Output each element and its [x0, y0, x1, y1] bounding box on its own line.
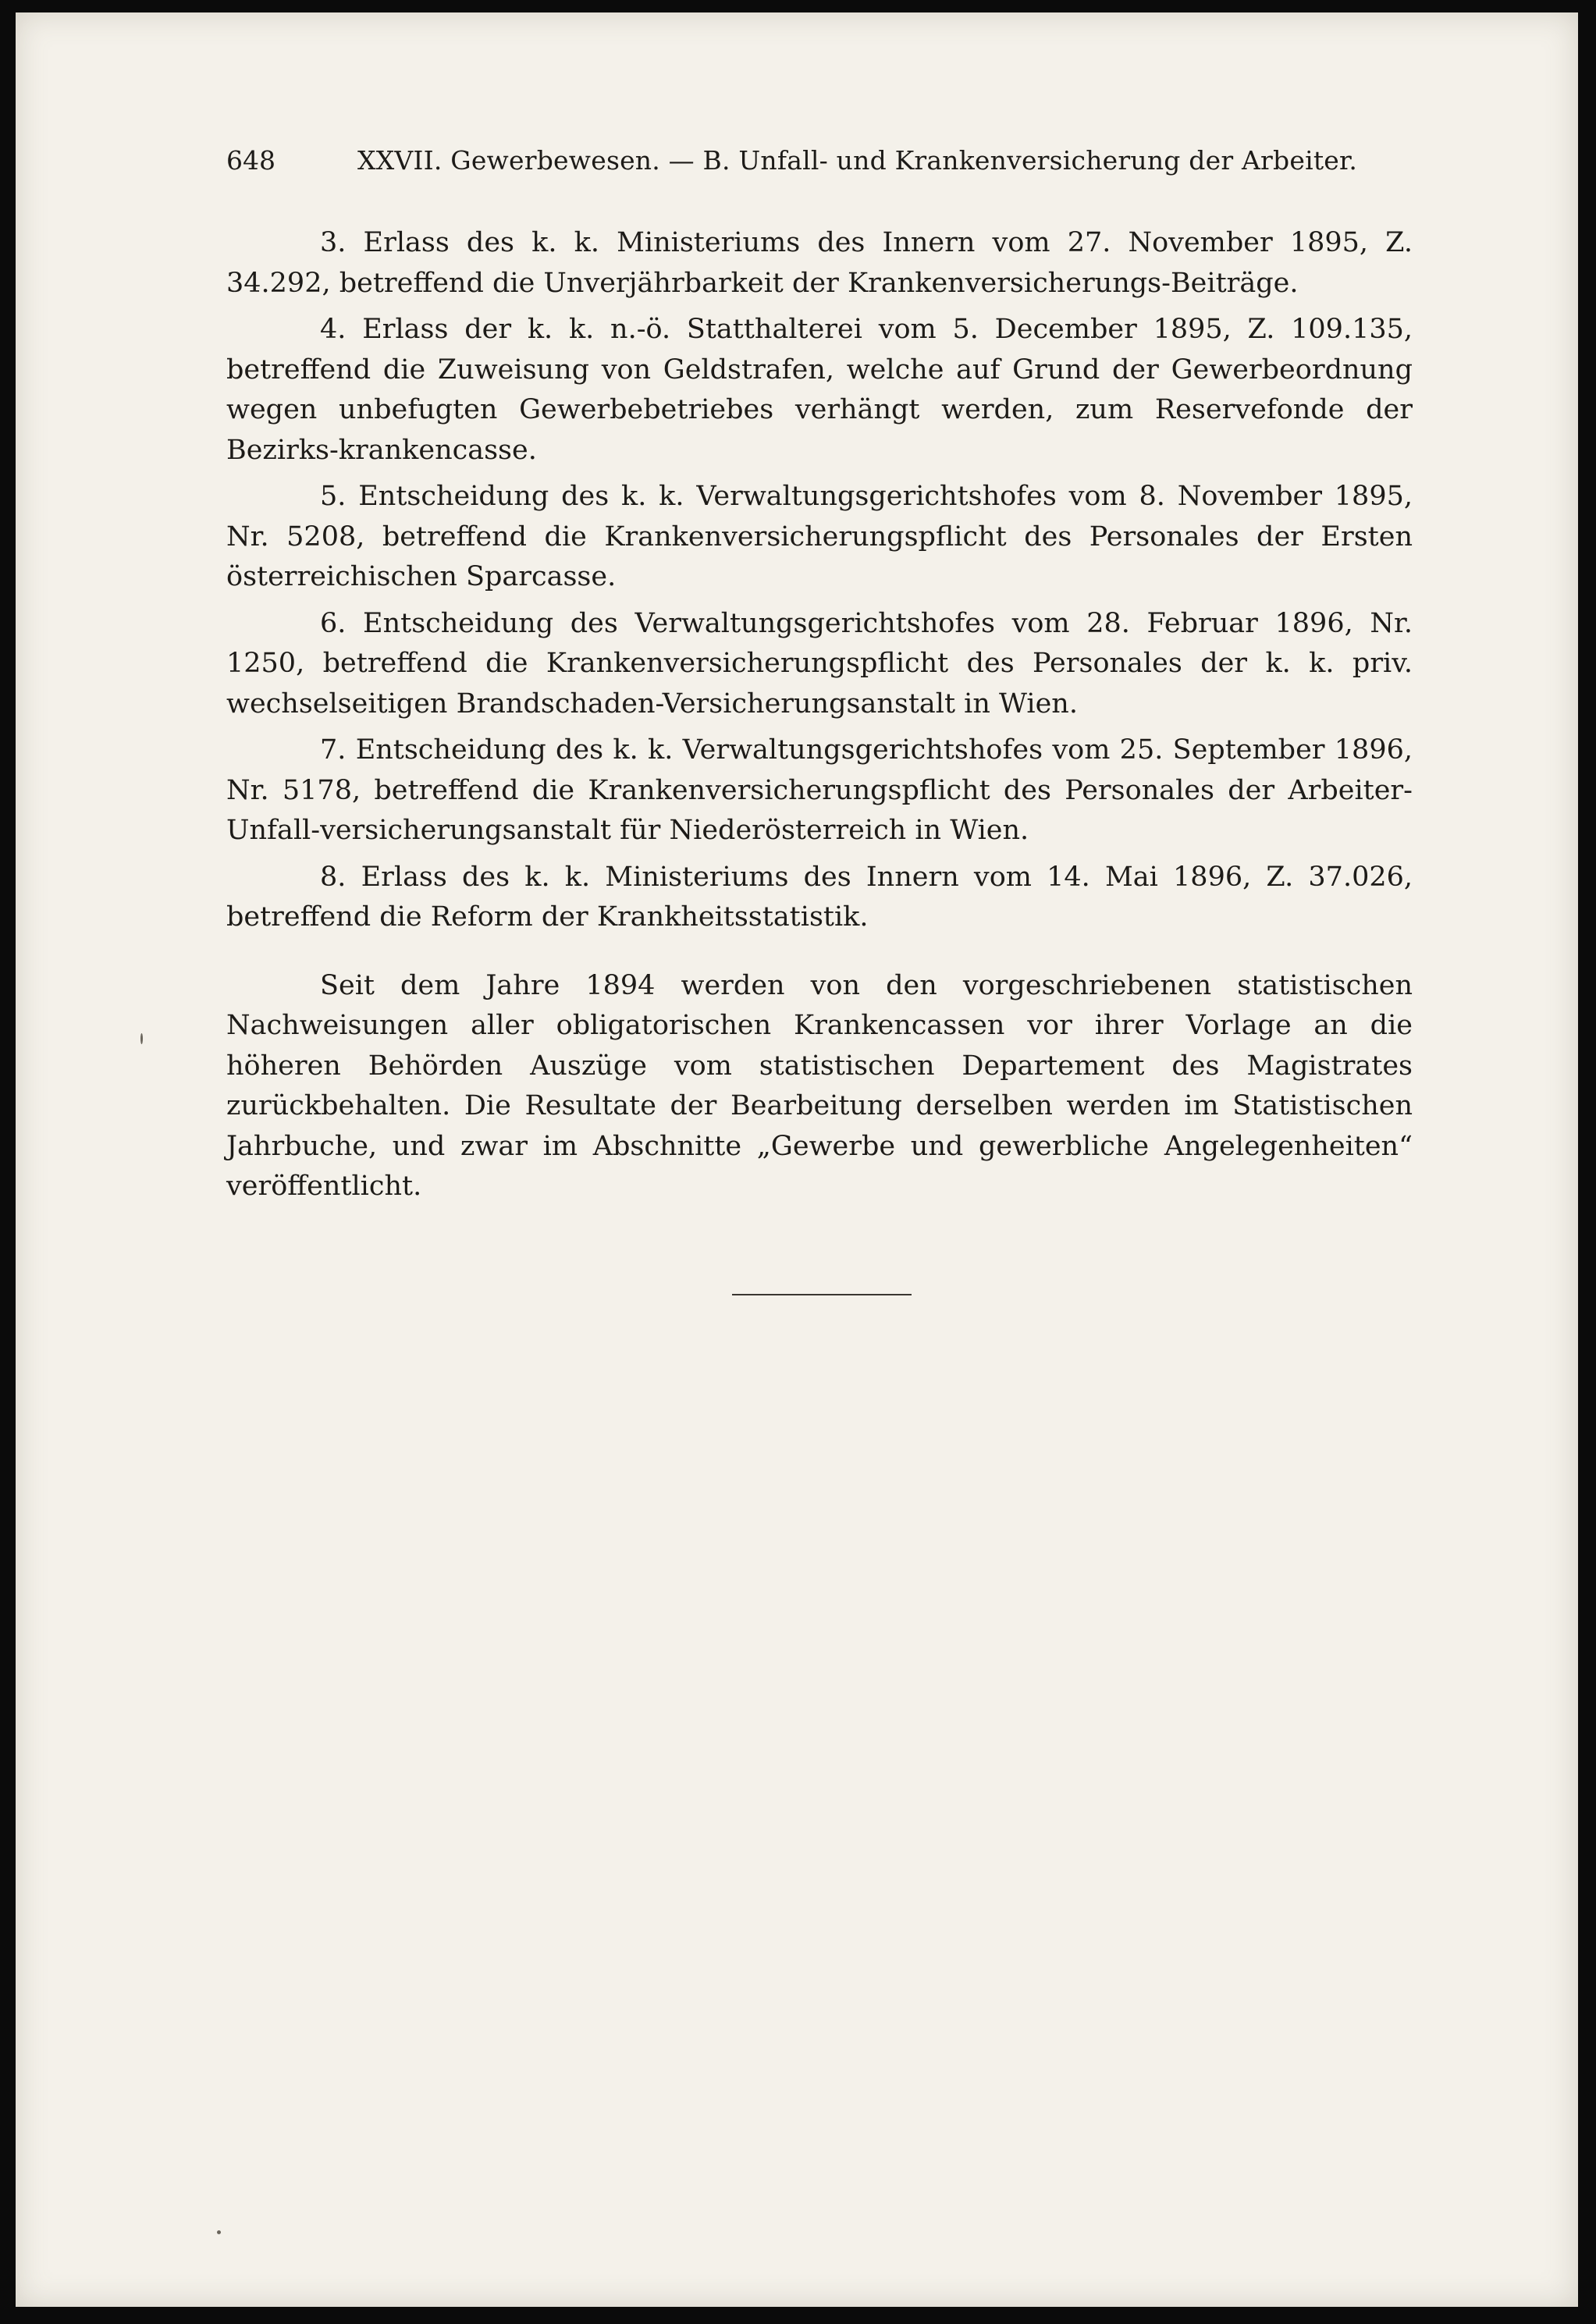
list-item — [226, 730, 1413, 851]
item-number: 3. — [320, 227, 347, 258]
paper-speck — [140, 1033, 143, 1044]
item-number: 6. — [320, 607, 347, 639]
item-number: 5. — [320, 481, 347, 512]
item-text: Erlass des k. k. Ministeriums des Innern vom 27. November 1895, Z. 34.292, betreffend die Unverjährbarkeit der Krankenversicherungs-Beiträge. — [226, 227, 1413, 299]
running-title: XXVII. Gewerbewesen. — B. Unfall- und Krankenversicherung der Arbeiter. — [357, 145, 1358, 176]
paper-speck — [217, 2230, 221, 2234]
item-text: Entscheidung des Verwaltungsgerichtshofes vom 28. Februar 1896, Nr. 1250, betreffend die Krankenversicherungspflicht des Personales der k. k. priv. wechselseitigen Brandschaden-Versicherungsanstalt in Wien. — [226, 607, 1413, 720]
list-item — [226, 223, 1413, 304]
scanned-page — [16, 12, 1578, 2307]
item-number: 8. — [320, 861, 347, 893]
item-text: Erlass des k. k. Ministeriums des Innern vom 14. Mai 1896, Z. 37.026, betreffend die Reform der Krankheitsstatistik. — [226, 861, 1413, 933]
closing-rule — [732, 1294, 912, 1295]
list-item — [226, 477, 1413, 598]
item-text: Entscheidung des k. k. Verwaltungsgerichtshofes vom 8. November 1895, Nr. 5208, betreffend die Krankenversicherungspflicht des Personales der Ersten österreichischen Sparcasse. — [226, 481, 1413, 592]
closing-paragraph: Seit dem Jahre 1894 werden von den vorgeschriebenen statistischen Nachweisungen aller obligatorischen Krankencassen vor ihrer Vorlage an die höheren Behörden Auszüge vom statistischen Departement des Magistrates zurückbehalten. Die Resultate der Bearbeitung derselben werden im Statistischen Jahrbuche, und zwar im Abschnitte „Gewerbe und gewerbliche Angelegenheiten“ veröffentlicht. — [226, 969, 1413, 1202]
body-text — [226, 223, 1413, 1214]
page-number: 648 — [226, 145, 275, 176]
list-item — [226, 604, 1413, 725]
list-item — [226, 858, 1413, 938]
page-header — [226, 145, 1358, 192]
item-text: Erlass der k. k. n.-ö. Statthalterei vom 5. December 1895, Z. 109.135, betreffend die Zuweisung von Geldstrafen, welche auf Grund der Gewerbeordnung wegen unbefugten Gewerbebetriebes verhängt werden, zum Reservefonde der Bezirks-krankencasse. — [226, 314, 1413, 466]
list-item — [226, 310, 1413, 471]
item-text: Entscheidung des k. k. Verwaltungsgerichtshofes vom 25. September 1896, Nr. 5178, betreffend die Krankenversicherungspflicht des Personales der Arbeiter-Unfall-versicherungsanstalt für Niederösterreich in Wien. — [226, 734, 1413, 846]
item-number: 7. — [320, 734, 347, 766]
item-number: 4. — [320, 314, 347, 345]
